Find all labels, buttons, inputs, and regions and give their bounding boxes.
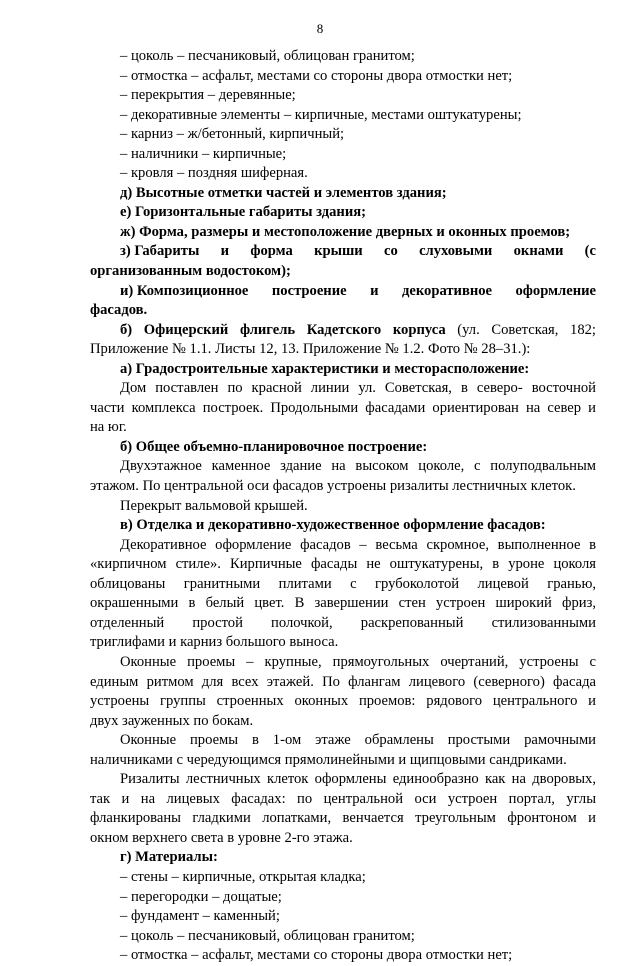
list-item: – карниз – ж/бетонный, кирпичный;	[120, 126, 345, 143]
word: и	[220, 243, 230, 260]
heading-z-line2: организованным водостоком);	[90, 263, 291, 280]
page-number: 8	[316, 21, 324, 36]
sub-v-heading: в) Отделка и декоративно-художественное оформление фасадов:	[120, 517, 546, 534]
word: полочкой,	[271, 614, 333, 631]
word: и	[370, 282, 379, 299]
list-item: – кровля – поздняя шиферная.	[120, 165, 308, 182]
list-item: – цоколь – песчаниковый, облицован гранитом;	[120, 927, 415, 944]
section-b-ref: (ул. Советская, 182;	[445, 321, 596, 338]
paragraph-line: Дом поставлен по красной линии ул. Советская, в северо- восточной	[120, 380, 596, 397]
word: слуховыми	[419, 243, 493, 260]
list-item: – отмостка – асфальт, местами со стороны двора отмостки нет;	[120, 67, 513, 84]
word: оформление	[515, 282, 596, 299]
section-b-line1	[90, 321, 596, 341]
paragraph-line: так и на лицевых фасадах: по центральной оси устроен портал, углы	[90, 790, 596, 807]
list-item: – перегородки – дощатые;	[120, 888, 282, 905]
word: и) Композиционное	[120, 282, 249, 299]
word: со	[384, 243, 398, 260]
sub-a-heading: а) Градостроительные характеристики и месторасположение:	[120, 360, 530, 377]
paragraph-line: окрашенными в белый цвет. В завершении стен устроен широкий фриз,	[90, 595, 596, 612]
list-item: – фундамент – каменный;	[120, 908, 280, 925]
section-b-line2: Приложение № 1.1. Листы 12, 13. Приложение № 1.2. Фото № 28–31.):	[90, 341, 531, 358]
section-b-title: б) Офицерский флигель Кадетского корпуса	[120, 321, 446, 338]
paragraph-line: этажом. По центральной оси фасадов устроены ризалиты лестничных клеток.	[90, 478, 576, 495]
word: отделенный	[90, 614, 165, 631]
paragraph-line: окном верхнего света в уровне 2-го этажа.	[90, 829, 353, 846]
paragraph-line: наличниками с чередующимся прямолинейными и щипцовыми сандриками.	[90, 751, 567, 768]
paragraph-line: Двухэтажное каменное здание на высоком цоколе, с полуподвальным	[120, 458, 596, 475]
list-item: – наличники – кирпичные;	[120, 145, 287, 162]
heading-i-line2: фасадов.	[90, 302, 148, 319]
list-item: – декоративные элементы – кирпичные, местами оштукатурены;	[120, 106, 522, 123]
paragraph-line: Перекрыт вальмовой крышей.	[120, 497, 308, 514]
paragraph-line: части комплекса построек. Продольными фасадами ориентирован на север и	[90, 399, 596, 416]
paragraph-line: Оконные проемы – крупные, прямоугольных очертаний, устроены с	[120, 653, 596, 670]
list-item: – цоколь – песчаниковый, облицован гранитом;	[120, 48, 415, 64]
heading-zh: ж) Форма, размеры и местоположение дверных и оконных проемов;	[120, 223, 571, 240]
paragraph-line: «кирпичном стиле». Кирпичные фасады не оштукатурены, в уроне цоколя	[90, 556, 596, 573]
word: (с	[584, 243, 596, 260]
sub-g-heading: г) Материалы:	[120, 849, 218, 866]
paragraph-line: единым ритмом для всех этажей. По флангам лицевого (северного) фасада	[90, 673, 596, 690]
paragraph-line: Ризалиты лестничных клеток оформлены единообразно как на дворовых,	[120, 771, 596, 788]
list-item: – стены – кирпичные, открытая кладка;	[120, 868, 366, 885]
paragraph-line: на юг.	[90, 419, 127, 436]
paragraph-line: двух зауженных по бокам.	[90, 712, 254, 729]
word: стилизованными	[491, 614, 596, 631]
heading-e: е) Горизонтальные габариты здания;	[120, 204, 367, 221]
word: з) Габариты	[120, 243, 200, 260]
list-item: – перекрытия – деревянные;	[120, 87, 296, 104]
paragraph-line: Оконные проемы в 1-ом этаже обрамлены простыми рамочными	[120, 732, 596, 749]
paragraph-line	[90, 614, 596, 634]
word: форма	[250, 243, 293, 260]
document-body	[90, 47, 596, 966]
heading-z-line1	[90, 242, 596, 262]
paragraph-line: фланкированы гладкими лопатками, венчается треугольным фронтоном и	[90, 810, 596, 827]
paragraph-line: устроены группы строенных оконных проемов: рядового центрального и	[90, 693, 596, 710]
paragraph-line: Декоративное оформление фасадов – весьма скромное, выполненное в	[120, 536, 596, 553]
paragraph-line: триглифами и карниз большого выноса.	[90, 634, 339, 651]
word: крыши	[314, 243, 363, 260]
heading-d: д) Высотные отметки частей и элементов здания;	[120, 184, 447, 201]
word: окнами	[513, 243, 564, 260]
word: раскрепованный	[360, 614, 464, 631]
word: декоративное	[401, 282, 493, 299]
word: построение	[271, 282, 347, 299]
sub-b-heading: б) Общее объемно-планировочное построение:	[120, 438, 428, 455]
heading-i-line1	[90, 282, 596, 302]
word: простой	[192, 614, 243, 631]
list-item: – отмостка – асфальт, местами со стороны двора отмостки нет;	[120, 947, 513, 964]
paragraph-line: облицованы гранитными плитами с грубоколотой лицевой гранью,	[90, 575, 596, 592]
